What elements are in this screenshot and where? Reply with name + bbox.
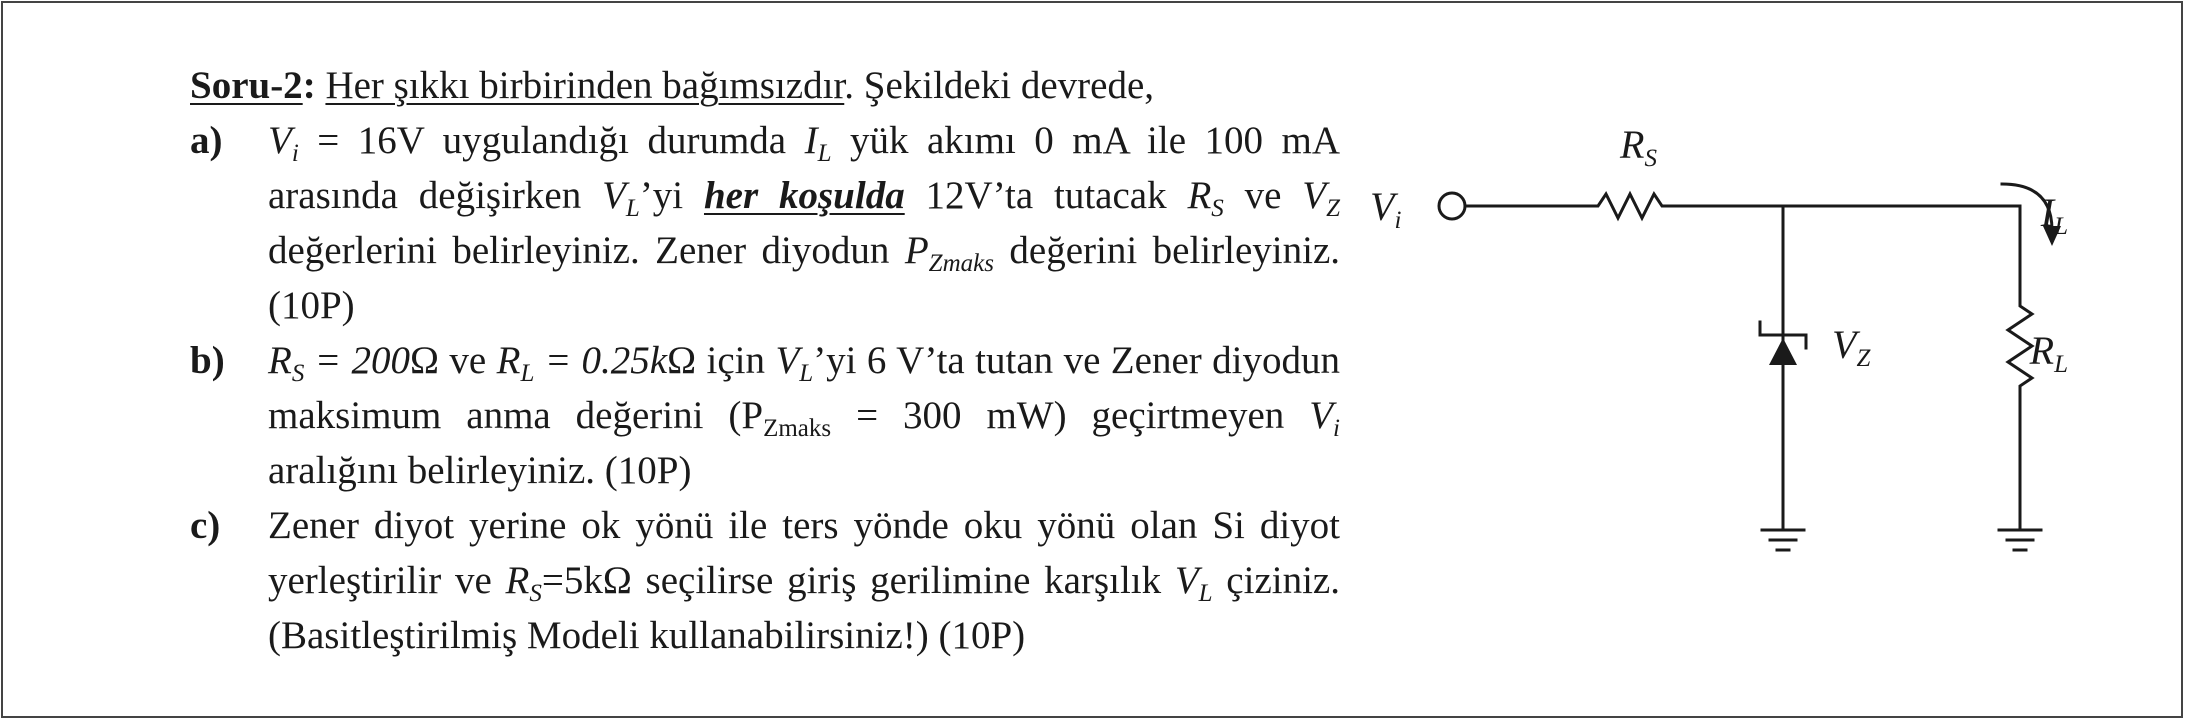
body-text: 12V’ta tutacak: [904, 174, 1188, 217]
body-text: aralığını belirleyiniz. (10P): [268, 449, 692, 492]
body-text: R: [1187, 174, 1212, 217]
item-body: [268, 498, 1340, 663]
resistor-rl-symbol: [2008, 296, 2032, 400]
zener-circuit-diagram: [1370, 110, 2070, 590]
item-body: [268, 333, 1340, 498]
label-vz: $V_Z$: [1832, 322, 1871, 372]
question-title-colon: :: [302, 64, 316, 107]
subscript-text: L: [520, 360, 535, 387]
body-text: Zener diyot yerine ok yönü ile ters yönde oku yönü olan Si diyot yerleştirilir ve: [268, 504, 1340, 602]
subscript-text: S: [529, 580, 542, 607]
body-text: V: [1174, 559, 1199, 602]
body-text: P: [904, 229, 929, 272]
body-text: ’yi: [639, 174, 704, 217]
subscript-text: i: [1333, 415, 1340, 442]
subscript-text: S: [1211, 195, 1224, 222]
zener-diode-triangle: [1769, 338, 1797, 365]
input-terminal: [1439, 193, 1465, 219]
question-item-c: [190, 498, 1340, 663]
subscript-text: i: [291, 140, 299, 167]
body-text: V: [1302, 174, 1327, 217]
body-text: V: [602, 174, 626, 217]
item-label: b): [190, 339, 225, 382]
label-vi: $V_i$: [1370, 184, 1402, 234]
body-text: değerini belirleyiniz. (10P): [268, 229, 1340, 327]
subscript-text: L: [1198, 580, 1213, 607]
subscript-text: Zmaks: [928, 250, 994, 277]
body-text: Ω ve: [410, 339, 497, 382]
subscript-text: L: [817, 140, 832, 167]
body-text: R: [505, 559, 530, 602]
body-text: =5kΩ seçilirse giriş gerilimine karşılık: [541, 559, 1175, 602]
label-rs: $R_S$: [1620, 122, 1657, 172]
item-label: c): [190, 504, 221, 547]
item-body: [268, 113, 1340, 333]
question-intro-underlined: Her şıkkı birbirinden bağımsızdır: [325, 64, 845, 107]
body-text: V: [1309, 394, 1334, 437]
body-text: = 200: [304, 339, 410, 382]
label-il: $I_L$: [2040, 190, 2068, 240]
question-title: Soru-2: [190, 64, 303, 107]
body-text: ’yi 6 V’ta tutan ve Zener diyodun maksimum anma değerini (P: [268, 339, 1340, 437]
question-intro-rest: . Şekildeki devrede,: [844, 64, 1154, 107]
subscript-text: S: [291, 360, 305, 387]
subscript-text: L: [625, 195, 640, 222]
body-text: değerlerini belirleyiniz. Zener diyodun: [268, 229, 905, 272]
body-text: V: [268, 119, 292, 162]
body-text: = 0.25k: [534, 339, 668, 382]
ground-symbol-load: [1999, 530, 2041, 550]
body-text: R: [496, 339, 521, 382]
body-text: yük akımı 0 mA ile 100 mA arasında değişirken: [268, 119, 1340, 217]
ground-symbol-zener: [1762, 530, 1804, 550]
question-item-b: [190, 333, 1340, 498]
subscript-text: L: [799, 360, 814, 387]
question-block: [190, 58, 1340, 663]
body-text: I: [804, 119, 818, 162]
body-text: Ω için: [667, 339, 776, 382]
item-label: a): [190, 119, 223, 162]
body-text: çiziniz. (Basitleştirilmiş Modeli kullanabilirsiniz!) (10P): [268, 559, 1340, 657]
subscript-text: Zmaks: [763, 415, 832, 442]
body-text: = 16V uygulandığı durumda: [298, 119, 805, 162]
resistor-rs-symbol: [1585, 194, 1700, 218]
body-text: R: [268, 339, 292, 382]
label-rl: $R_L$: [2029, 328, 2068, 378]
body-text: = 300 mW) geçirtmeyen: [831, 394, 1310, 437]
body-text: ve: [1223, 174, 1303, 217]
body-text: V: [775, 339, 800, 382]
body-text: her koşulda: [703, 174, 905, 217]
question-heading: [190, 58, 1340, 113]
subscript-text: Z: [1326, 195, 1341, 222]
question-item-a: [190, 113, 1340, 333]
